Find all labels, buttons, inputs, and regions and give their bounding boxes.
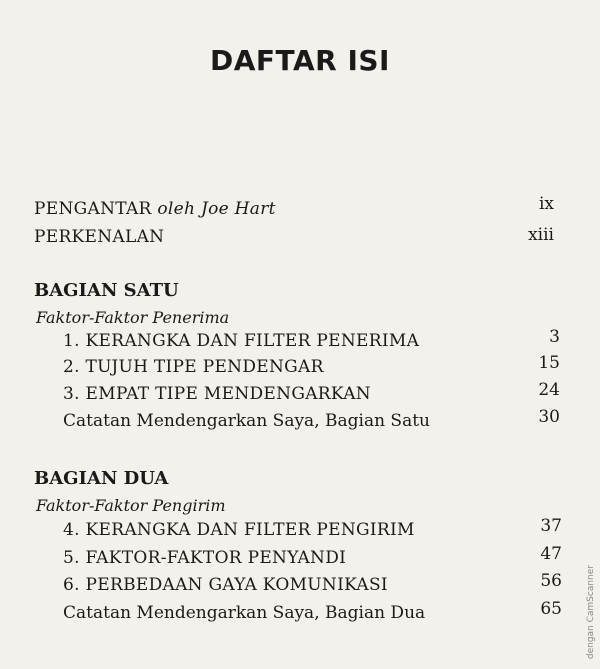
toc-entry-notes: Catatan Mendengarkan Saya, Bagian Dua xyxy=(63,603,426,623)
part-heading: BAGIAN DUA xyxy=(34,468,169,489)
page-title: DAFTAR ISI xyxy=(210,44,390,77)
toc-page-number: 24 xyxy=(538,380,560,400)
toc-page-number: 47 xyxy=(540,544,562,564)
toc-entry-label: PERKENALAN xyxy=(34,227,165,247)
toc-entry-pengantar xyxy=(34,199,276,219)
toc-entry-notes: Catatan Mendengarkan Saya, Bagian Satu xyxy=(63,411,430,431)
toc-page-number: 37 xyxy=(540,516,562,536)
toc-page-number: 56 xyxy=(540,571,562,591)
toc-entry-label: PENGANTAR xyxy=(34,199,152,219)
toc-entry: 5. FAKTOR-FAKTOR PENYANDI xyxy=(63,548,347,568)
toc-page-number: 3 xyxy=(549,327,560,347)
toc-page-number: 65 xyxy=(540,599,562,619)
toc-entry: 2. TUJUH TIPE PENDENGAR xyxy=(63,357,324,377)
part-subtitle: Faktor-Faktor Penerima xyxy=(36,308,230,327)
toc-entry: 6. PERBEDAAN GAYA KOMUNIKASI xyxy=(63,575,388,595)
toc-entry: 1. KERANGKA DAN FILTER PENERIMA xyxy=(63,331,420,351)
toc-entry-perkenalan xyxy=(34,227,164,247)
part-subtitle: Faktor-Faktor Pengirim xyxy=(36,496,226,515)
toc-page-number: 15 xyxy=(538,353,560,373)
part-heading: BAGIAN SATU xyxy=(34,280,179,301)
toc-page-number: 30 xyxy=(538,407,560,427)
toc-page-number: ix xyxy=(538,194,554,214)
toc-entry: 3. EMPAT TIPE MENDENGARKAN xyxy=(63,384,371,404)
scanner-watermark: dengan CamScanner xyxy=(586,564,596,659)
toc-entry-author: oleh Joe Hart xyxy=(157,199,276,219)
toc-entry: 4. KERANGKA DAN FILTER PENGIRIM xyxy=(63,520,415,540)
toc-page-number: xiii xyxy=(528,225,554,245)
